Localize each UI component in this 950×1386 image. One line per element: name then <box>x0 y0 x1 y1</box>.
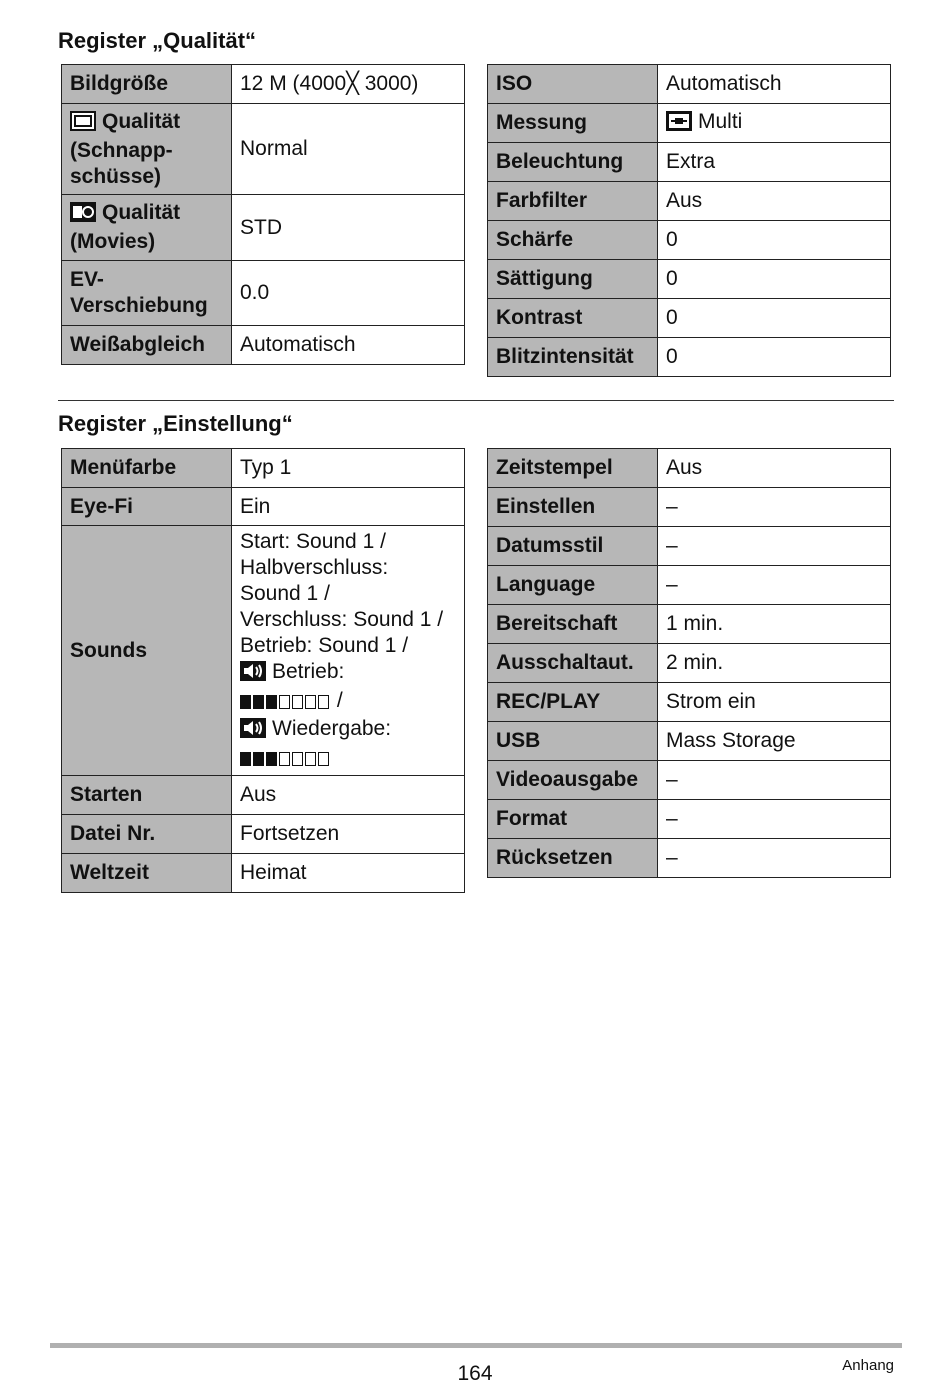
playback-volume-bars <box>240 747 331 773</box>
table-row <box>488 221 891 260</box>
setting-value: – <box>658 488 891 527</box>
sound-line: Verschluss: Sound 1 / <box>240 607 444 631</box>
setting-label: Zeitstempel <box>488 449 658 488</box>
table-row <box>488 299 891 338</box>
table-row <box>488 260 891 299</box>
setting-label: Weißabgleich <box>62 326 232 365</box>
setting-value: Aus <box>658 449 891 488</box>
table-row <box>488 644 891 683</box>
sound-line: Sound 1 / <box>240 581 330 605</box>
speaker-volume-icon <box>240 718 266 745</box>
operation-volume-bars <box>240 690 331 716</box>
setting-label: Blitzintensität <box>488 338 658 377</box>
setting-value: Extra <box>658 143 891 182</box>
table-row <box>62 261 465 326</box>
setting-label: Bildgröße <box>62 65 232 104</box>
volume-level-segment <box>292 695 303 709</box>
sound-line: Halbverschluss: <box>240 555 389 579</box>
volume-level-segment <box>279 695 290 709</box>
setting-label: Ausschaltaut. <box>488 644 658 683</box>
setting-value: Mass Storage <box>658 722 891 761</box>
setting-label: Starten <box>62 776 232 815</box>
volume-level-segment <box>305 752 316 766</box>
qualitaet-table-left <box>61 64 465 365</box>
footer-bar <box>50 1343 902 1348</box>
setting-value: 1 min. <box>658 605 891 644</box>
playback-volume-label-line: Wiedergabe: <box>240 716 456 745</box>
section-divider <box>58 400 894 401</box>
setting-value: STD <box>232 195 465 261</box>
setting-value: – <box>658 761 891 800</box>
setting-value: Fortsetzen <box>232 815 465 854</box>
setting-value: 0 <box>658 260 891 299</box>
operation-volume-line: / <box>240 688 456 716</box>
setting-label: Sounds <box>62 526 232 776</box>
table-row <box>488 65 891 104</box>
setting-value: 12 M (4000╳ 3000) <box>232 65 465 104</box>
einstellung-table-left <box>61 448 465 893</box>
volume-level-segment <box>253 752 264 766</box>
setting-label: Kontrast <box>488 299 658 338</box>
setting-label: USB <box>488 722 658 761</box>
table-row <box>488 761 891 800</box>
volume-level-segment <box>292 752 303 766</box>
still-image-quality-icon <box>70 111 96 138</box>
volume-level-segment <box>240 752 251 766</box>
table-row <box>488 683 891 722</box>
table-row <box>62 854 465 893</box>
speaker-volume-icon <box>240 661 266 688</box>
setting-label: ISO <box>488 65 658 104</box>
setting-value: Automatisch <box>232 326 465 365</box>
table-row <box>62 815 465 854</box>
table-row <box>488 143 891 182</box>
table-row <box>62 195 465 261</box>
einstellung-table-right <box>487 448 891 878</box>
table-row <box>488 605 891 644</box>
setting-value: 0.0 <box>232 261 465 326</box>
table-row <box>488 839 891 878</box>
setting-value: Heimat <box>232 854 465 893</box>
table-row <box>488 800 891 839</box>
volume-level-segment <box>266 752 277 766</box>
setting-value: Aus <box>232 776 465 815</box>
table-row <box>62 65 465 104</box>
setting-value: 2 min. <box>658 644 891 683</box>
setting-value: – <box>658 566 891 605</box>
sound-line: Betrieb: Sound 1 / <box>240 633 409 657</box>
setting-label: Farbfilter <box>488 182 658 221</box>
table-row <box>62 488 465 526</box>
setting-label: Einstellen <box>488 488 658 527</box>
setting-label: REC/PLAY <box>488 683 658 722</box>
table-row <box>62 326 465 365</box>
table-row <box>488 182 891 221</box>
table-row <box>488 527 891 566</box>
table-row <box>62 776 465 815</box>
table-row <box>488 104 891 143</box>
setting-label: Datumsstil <box>488 527 658 566</box>
setting-value: Ein <box>232 488 465 526</box>
sound-line: Start: Sound 1 / <box>240 529 386 553</box>
setting-label: Language <box>488 566 658 605</box>
setting-value: – <box>658 839 891 878</box>
qualitaet-table-right <box>487 64 891 377</box>
multi-metering-icon <box>666 111 692 138</box>
setting-label: Qualität (Schnapp-schüsse) <box>62 104 232 195</box>
volume-level-segment <box>305 695 316 709</box>
movie-quality-icon <box>70 202 96 229</box>
setting-label: Schärfe <box>488 221 658 260</box>
setting-label: EV-Verschiebung <box>62 261 232 326</box>
playback-volume-line <box>240 745 456 773</box>
setting-value: 0 <box>658 338 891 377</box>
page-number: 164 <box>457 1362 493 1385</box>
setting-label: Messung <box>488 104 658 143</box>
table-row <box>488 338 891 377</box>
setting-label: Format <box>488 800 658 839</box>
setting-label: Beleuchtung <box>488 143 658 182</box>
setting-value: Typ 1 <box>232 449 465 488</box>
setting-value: Aus <box>658 182 891 221</box>
table-row <box>62 526 465 776</box>
setting-label: Menüfarbe <box>62 449 232 488</box>
volume-level-segment <box>279 752 290 766</box>
setting-value: Multi <box>658 104 891 143</box>
setting-label: Sättigung <box>488 260 658 299</box>
setting-label: Qualität (Movies) <box>62 195 232 261</box>
setting-value: – <box>658 800 891 839</box>
setting-label: Rücksetzen <box>488 839 658 878</box>
table-row <box>488 488 891 527</box>
table-row <box>488 566 891 605</box>
volume-level-segment <box>318 752 329 766</box>
setting-label: Bereitschaft <box>488 605 658 644</box>
setting-value: 0 <box>658 299 891 338</box>
volume-level-segment <box>266 695 277 709</box>
table-row <box>62 104 465 195</box>
operation-volume-label-line: Betrieb: <box>240 659 456 688</box>
setting-value: Automatisch <box>658 65 891 104</box>
setting-label: Videoausgabe <box>488 761 658 800</box>
volume-level-segment <box>240 695 251 709</box>
setting-value: Strom ein <box>658 683 891 722</box>
setting-value: – <box>658 527 891 566</box>
section-title-qualitaet: Register „Qualität“ <box>58 28 257 53</box>
setting-label: Datei Nr. <box>62 815 232 854</box>
table-row <box>488 449 891 488</box>
table-row <box>62 449 465 488</box>
footer-section-name: Anhang <box>842 1357 894 1374</box>
setting-label: Weltzeit <box>62 854 232 893</box>
volume-level-segment <box>253 695 264 709</box>
section-title-einstellung: Register „Einstellung“ <box>58 411 293 436</box>
volume-level-segment <box>318 695 329 709</box>
table-row <box>488 722 891 761</box>
setting-value: 0 <box>658 221 891 260</box>
sounds-value <box>232 526 465 776</box>
setting-label: Eye-Fi <box>62 488 232 526</box>
setting-value: Normal <box>232 104 465 195</box>
